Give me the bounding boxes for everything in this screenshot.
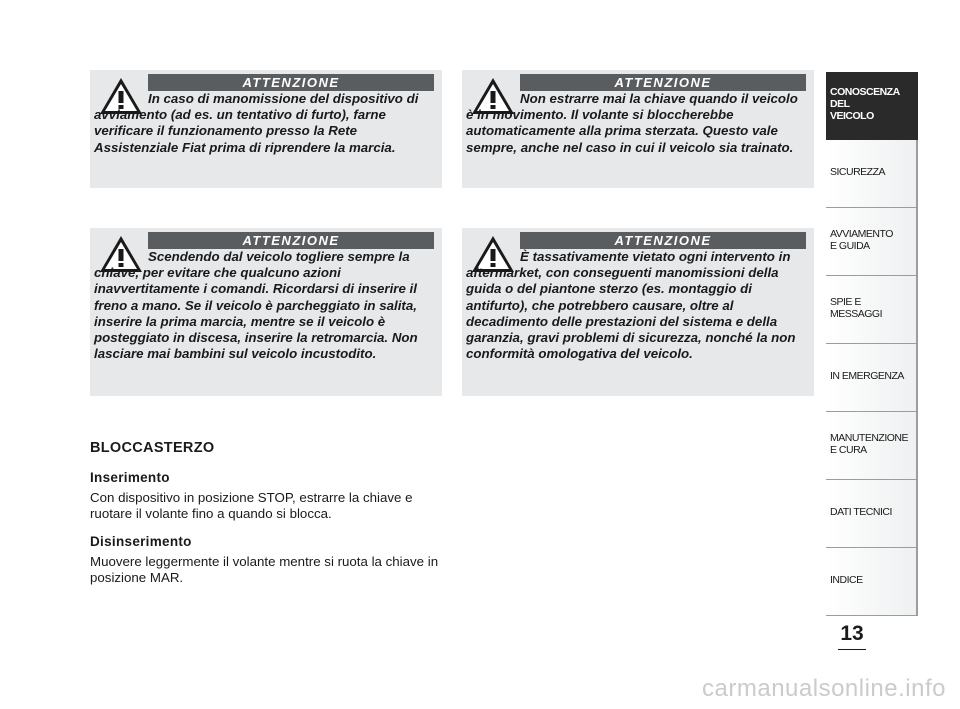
paragraph-disengage: Muovere leggermente il volante mentre si ruota la chiave in posizione MAR.: [90, 554, 439, 585]
tab-dati-tecnici[interactable]: [826, 480, 918, 548]
tab-manutenzione-e-cura[interactable]: [826, 412, 918, 480]
watermark: carmanualsonline.info: [702, 675, 946, 702]
steering-lock-section: [90, 440, 445, 598]
tab-spie-e-messaggi[interactable]: [826, 276, 918, 344]
warning-header: ATTENZIONE: [148, 74, 434, 91]
subheading-engage: Inserimento: [90, 470, 170, 485]
warning-text: In caso di manomissione del dispositivo di avviamento (ad es. un tentativo di furto), farne verificare il funzionamento presso la Rete Assistenziale Fiat prima di riprendere la marcia.: [94, 91, 419, 155]
warning-box-aftermarket: [462, 228, 814, 396]
tab-label: SICUREZZA: [830, 166, 886, 178]
tab-avviamento-e-guida[interactable]: [826, 208, 918, 276]
tab-label: SPIE E MESSAGGI: [830, 296, 883, 320]
tab-indice[interactable]: [826, 548, 918, 616]
warning-text: Scendendo dal veicolo togliere sempre la chiave, per evitare che qualcuno azioni inavvertitamente i comandi. Ricordarsi di inserire il freno a mano. Se il veicolo è parcheggiato in salita, inserire la prima marcia, mentre se il veicolo è posteggiato in discesa, inserire la retromarcia. Non lasciare mai bambini sul veicolo incustodito.: [94, 249, 418, 362]
tab-label: CONOSCENZA DEL VEICOLO: [830, 86, 900, 122]
warning-box-leaving-vehicle: [90, 228, 442, 396]
tab-label: DATI TECNICI: [830, 506, 892, 518]
subheading-disengage: Disinserimento: [90, 534, 192, 549]
warning-header: ATTENZIONE: [148, 232, 434, 249]
tab-sicurezza[interactable]: [826, 140, 918, 208]
tab-conoscenza-del-veicolo[interactable]: [826, 72, 918, 140]
section-title: BLOCCASTERZO: [90, 440, 215, 456]
chapter-tabs: [826, 72, 918, 616]
tab-label: AVVIAMENTO E GUIDA: [830, 228, 893, 252]
warning-box-tamper: [90, 70, 442, 188]
paragraph-engage: Con dispositivo in posizione STOP, estrarre la chiave e ruotare il volante fino a quando si blocca.: [90, 490, 413, 521]
tab-label: INDICE: [830, 574, 863, 586]
page-number: 13: [826, 622, 878, 646]
tab-label: IN EMERGENZA: [830, 370, 904, 382]
warning-header: ATTENZIONE: [520, 74, 806, 91]
warning-box-key-removal: [462, 70, 814, 188]
warning-text: È tassativamente vietato ogni intervento in aftermarket, con conseguenti manomissioni della guida o del piantone sterzo (es. montaggio di antifurto), che potrebbero causare, oltre al decadimento delle prestazioni del sistema e della garanzia, gravi problemi di sicurezza, nonché la non conformità omologativa del veicolo.: [466, 249, 796, 362]
warning-text: Non estrarre mai la chiave quando il veicolo è in movimento. Il volante si bloccherebbe automaticamente alla prima sterzata. Questo vale sempre, anche nel caso in cui il veicolo sia trainato.: [466, 91, 798, 155]
tab-label: MANUTENZIONE E CURA: [830, 432, 908, 456]
warning-header: ATTENZIONE: [520, 232, 806, 249]
tab-in-emergenza[interactable]: [826, 344, 918, 412]
